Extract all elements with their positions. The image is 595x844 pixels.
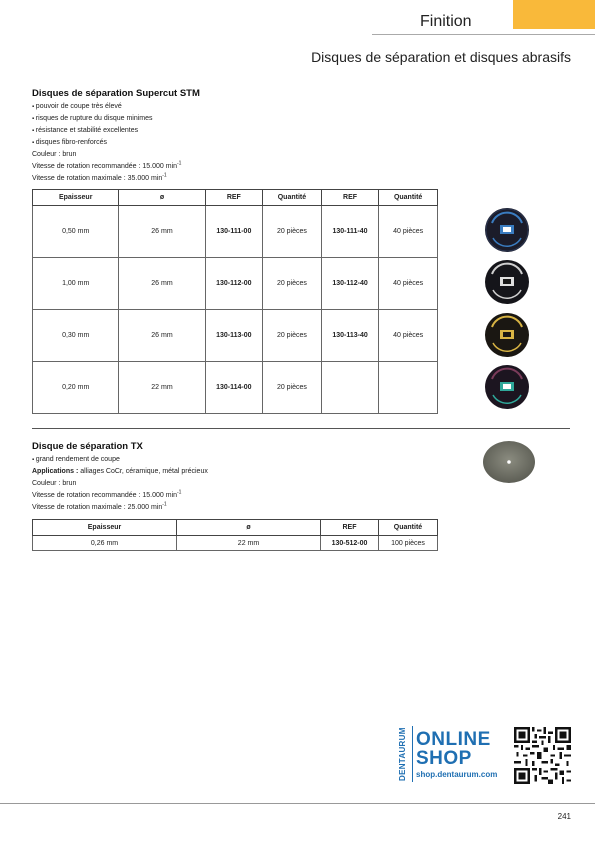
cell-diameter: 22 mm [177, 536, 321, 551]
col-header-ref: REF [321, 520, 379, 536]
shop-divider [412, 726, 413, 782]
product2-table [32, 519, 438, 551]
cell-quantity: 40 pièces [379, 258, 438, 310]
col-header-quantity: Quantité [263, 190, 322, 206]
product1-bullet: ▪ risques de rupture du disque minimes [32, 113, 153, 125]
product1-bullet: ▪ pouvoir de coupe très élevé [32, 101, 153, 113]
qr-code-icon[interactable] [514, 727, 571, 784]
section-divider [32, 428, 570, 429]
speed-unit-exponent: -1 [162, 172, 167, 179]
product1-speed-max [32, 173, 181, 185]
col-header-ref: REF [321, 190, 379, 206]
product1-title: Disques de séparation Supercut STM [32, 88, 200, 99]
cell-thickness: 1,00 mm [33, 258, 119, 310]
cell-quantity: 20 pièces [263, 362, 322, 414]
product1-table [32, 189, 438, 414]
cell-ref [321, 362, 379, 414]
product2-applications-label: Applications : [32, 468, 79, 475]
footer-rule [0, 803, 595, 804]
cell-quantity [379, 362, 438, 414]
table-row [33, 258, 438, 310]
disc-image-1 [484, 207, 530, 253]
cell-quantity: 20 pièces [263, 206, 322, 258]
shop-line-online[interactable]: ONLINE [416, 729, 491, 750]
cell-quantity: 40 pièces [379, 310, 438, 362]
col-header-diameter: ø [177, 520, 321, 536]
cell-quantity: 20 pièces [263, 310, 322, 362]
product1-speed-max-text: Vitesse de rotation maximale : 35.000 min [32, 175, 163, 182]
product2-bullet: ▪ grand rendement de coupe [32, 454, 120, 466]
product2-speed-recommended-text: Vitesse de rotation recommandée : 15.000 min [32, 492, 178, 499]
speed-unit-exponent: -1 [177, 160, 182, 167]
product2-speed-max [32, 502, 208, 514]
product2-speed-recommended [32, 490, 208, 502]
cell-ref: 130-112-00 [205, 258, 263, 310]
product1-bullet: ▪ disques fibro-renforcés [32, 137, 153, 149]
col-header-ref: REF [205, 190, 263, 206]
product1-speed-recommended [32, 161, 181, 173]
product2-title: Disque de séparation TX [32, 441, 143, 452]
cell-diameter: 26 mm [119, 258, 205, 310]
cell-ref: 130-114-00 [205, 362, 263, 414]
product1-bullet: ▪ résistance et stabilité excellentes [32, 125, 153, 137]
page-header-title: Finition [420, 13, 472, 30]
table-row [33, 206, 438, 258]
cell-quantity: 40 pièces [379, 206, 438, 258]
shop-line-shop[interactable]: SHOP [416, 748, 472, 769]
cell-thickness: 0,30 mm [33, 310, 119, 362]
header-rule [372, 34, 595, 35]
cell-diameter: 22 mm [119, 362, 205, 414]
header-accent-bar [513, 0, 595, 29]
cell-thickness: 0,26 mm [33, 536, 177, 551]
page-number: 241 [557, 812, 571, 821]
col-header-thickness: Epaisseur [33, 520, 177, 536]
disc-image-2 [484, 259, 530, 305]
cell-ref: 130-111-00 [205, 206, 263, 258]
product2-feature-list [32, 454, 120, 466]
product1-specs [32, 149, 181, 185]
col-header-quantity: Quantité [379, 190, 438, 206]
disc-image-3 [484, 312, 530, 358]
product1-feature-list [32, 101, 153, 149]
product2-applications [32, 466, 208, 478]
cell-quantity: 20 pièces [263, 258, 322, 310]
cell-thickness: 0,20 mm [33, 362, 119, 414]
cell-quantity: 100 pièces [379, 536, 438, 551]
table-row [33, 362, 438, 414]
product2-specs [32, 466, 208, 514]
product1-color: Couleur : brun [32, 151, 77, 158]
cell-ref: 130-111-40 [321, 206, 379, 258]
table-row [33, 310, 438, 362]
product2-color: Couleur : brun [32, 480, 77, 487]
col-header-diameter: ø [119, 190, 205, 206]
col-header-thickness: Epaisseur [33, 190, 119, 206]
disc-image-4 [484, 364, 530, 410]
col-header-quantity: Quantité [379, 520, 438, 536]
cell-ref: 130-112-40 [321, 258, 379, 310]
cell-diameter: 26 mm [119, 206, 205, 258]
table-header-row [33, 520, 438, 536]
cell-diameter: 26 mm [119, 310, 205, 362]
shop-brand-vertical: DENTAURUM [398, 727, 407, 781]
speed-unit-exponent: -1 [177, 489, 182, 496]
product1-speed-recommended-text: Vitesse de rotation recommandée : 15.000 min [32, 163, 178, 170]
product2-speed-max-text: Vitesse de rotation maximale : 25.000 min [32, 504, 163, 511]
speed-unit-exponent: -1 [162, 501, 167, 508]
section-title: Disques de séparation et disques abrasifs [311, 49, 571, 65]
cell-ref: 130-113-40 [321, 310, 379, 362]
product2-applications-text: alliages CoCr, céramique, métal précieux [78, 468, 208, 475]
cell-ref: 130-113-00 [205, 310, 263, 362]
shop-url-link[interactable]: shop.dentaurum.com [416, 770, 498, 779]
cell-thickness: 0,50 mm [33, 206, 119, 258]
table-header-row [33, 190, 438, 206]
cell-ref: 130-512-00 [321, 536, 379, 551]
table-row [33, 536, 438, 551]
disc-image-tx [481, 440, 537, 484]
